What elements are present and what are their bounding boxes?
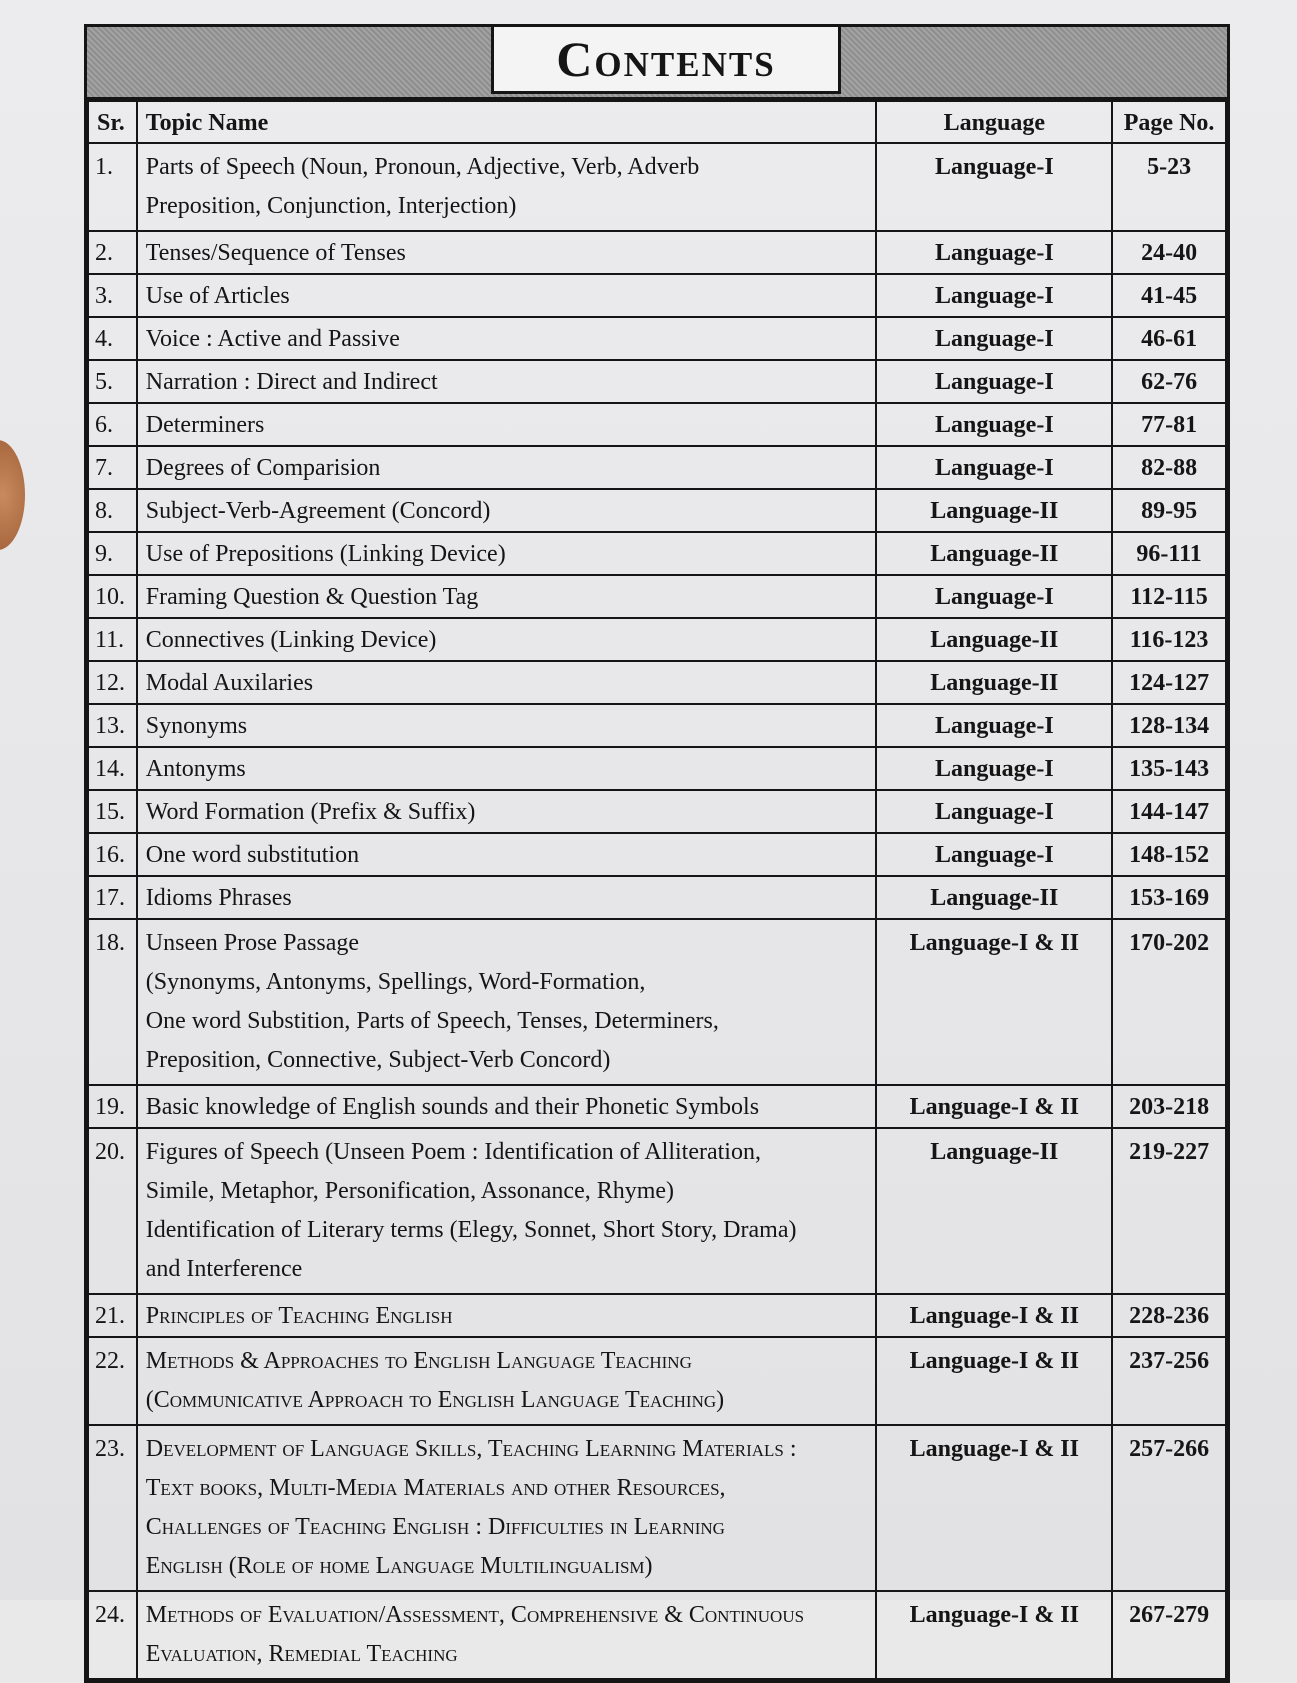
row-language: Language-I bbox=[876, 704, 1112, 747]
row-pages: 257-266 bbox=[1112, 1425, 1226, 1591]
topic-line: Word Formation (Prefix & Suffix) bbox=[145, 799, 476, 825]
row-language: Language-II bbox=[876, 1128, 1112, 1294]
table-row bbox=[88, 532, 1226, 575]
row-topic bbox=[137, 1337, 877, 1425]
row-pages: 135-143 bbox=[1112, 747, 1226, 790]
topic-line: Connectives (Linking Device) bbox=[145, 627, 437, 653]
topic-line: Development of Language Skills, Teaching Learning Materials : bbox=[145, 1436, 797, 1462]
row-language: Language-I & II bbox=[876, 1337, 1112, 1425]
topic-line: Idioms Phrases bbox=[145, 885, 292, 911]
row-topic bbox=[137, 403, 877, 446]
table-row bbox=[88, 1128, 1226, 1294]
row-pages: 124-127 bbox=[1112, 661, 1226, 704]
topic-line: Text books, Multi-Media Materials and other Resources, bbox=[145, 1475, 726, 1501]
topic-line: Antonyms bbox=[145, 756, 246, 782]
row-language: Language-I bbox=[876, 360, 1112, 403]
row-number: 4. bbox=[88, 317, 137, 360]
row-pages: 170-202 bbox=[1112, 919, 1226, 1085]
topic-line: Degrees of Comparision bbox=[145, 455, 381, 481]
topic-line: Voice : Active and Passive bbox=[145, 326, 400, 352]
row-language: Language-I & II bbox=[876, 1294, 1112, 1337]
row-language: Language-II bbox=[876, 618, 1112, 661]
row-language: Language-I bbox=[876, 403, 1112, 446]
contents-table bbox=[87, 100, 1227, 1680]
row-pages: 203-218 bbox=[1112, 1085, 1226, 1128]
row-topic bbox=[137, 704, 877, 747]
row-number: 6. bbox=[88, 403, 137, 446]
row-number: 5. bbox=[88, 360, 137, 403]
row-topic bbox=[137, 1591, 877, 1679]
topic-line: One word Substition, Parts of Speech, Tenses, Determiners, bbox=[145, 1008, 719, 1034]
row-pages: 46-61 bbox=[1112, 317, 1226, 360]
topic-line: Methods of Evaluation/Assessment, Comprehensive & Continuous bbox=[145, 1602, 805, 1628]
topic-line: and Interference bbox=[145, 1256, 303, 1282]
row-pages: 148-152 bbox=[1112, 833, 1226, 876]
topic-line: Tenses/Sequence of Tenses bbox=[145, 240, 406, 266]
row-topic bbox=[137, 360, 877, 403]
row-language: Language-I bbox=[876, 790, 1112, 833]
topic-line: Principles of Teaching English bbox=[145, 1303, 453, 1329]
table-row bbox=[88, 403, 1226, 446]
topic-line: Use of Prepositions (Linking Device) bbox=[145, 541, 506, 567]
table-row bbox=[88, 360, 1226, 403]
topic-line: Preposition, Conjunction, Interjection) bbox=[145, 193, 517, 219]
row-number: 12. bbox=[88, 661, 137, 704]
row-language: Language-I & II bbox=[876, 1425, 1112, 1591]
header-row bbox=[88, 101, 1226, 143]
row-language: Language-II bbox=[876, 489, 1112, 532]
table-row bbox=[88, 1591, 1226, 1679]
topic-line: Framing Question & Question Tag bbox=[145, 584, 479, 610]
topic-line: Synonyms bbox=[145, 713, 248, 739]
table-row bbox=[88, 317, 1226, 360]
row-language: Language-II bbox=[876, 876, 1112, 919]
row-number: 10. bbox=[88, 575, 137, 618]
row-number: 17. bbox=[88, 876, 137, 919]
topic-line: Narration : Direct and Indirect bbox=[145, 369, 438, 395]
row-topic bbox=[137, 143, 877, 231]
topic-line: Modal Auxilaries bbox=[145, 670, 314, 696]
topic-line: (Communicative Approach to English Language Teaching) bbox=[145, 1387, 725, 1413]
header-page: Page No. bbox=[1112, 101, 1226, 143]
row-pages: 89-95 bbox=[1112, 489, 1226, 532]
topic-line: Parts of Speech (Noun, Pronoun, Adjective, Verb, Adverb bbox=[145, 154, 700, 180]
topic-line: Basic knowledge of English sounds and their Phonetic Symbols bbox=[145, 1094, 760, 1120]
row-number: 23. bbox=[88, 1425, 137, 1591]
row-topic bbox=[137, 747, 877, 790]
row-language: Language-I & II bbox=[876, 1085, 1112, 1128]
topic-line: Identification of Literary terms (Elegy, Sonnet, Short Story, Drama) bbox=[145, 1217, 797, 1243]
row-pages: 219-227 bbox=[1112, 1128, 1226, 1294]
row-topic bbox=[137, 489, 877, 532]
row-language: Language-I bbox=[876, 575, 1112, 618]
row-topic bbox=[137, 1085, 877, 1128]
row-number: 9. bbox=[88, 532, 137, 575]
topic-line: Preposition, Connective, Subject-Verb Concord) bbox=[145, 1047, 611, 1073]
row-number: 22. bbox=[88, 1337, 137, 1425]
topic-line: Methods & Approaches to English Language Teaching bbox=[145, 1348, 692, 1374]
table-row bbox=[88, 231, 1226, 274]
topic-line: Unseen Prose Passage bbox=[145, 930, 360, 956]
row-language: Language-II bbox=[876, 532, 1112, 575]
table-row bbox=[88, 489, 1226, 532]
row-number: 15. bbox=[88, 790, 137, 833]
table-row bbox=[88, 446, 1226, 489]
table-row bbox=[88, 833, 1226, 876]
row-topic bbox=[137, 575, 877, 618]
row-topic bbox=[137, 317, 877, 360]
row-language: Language-I bbox=[876, 143, 1112, 231]
header-topic: Topic Name bbox=[137, 101, 877, 143]
row-pages: 128-134 bbox=[1112, 704, 1226, 747]
row-pages: 267-279 bbox=[1112, 1591, 1226, 1679]
row-language: Language-I bbox=[876, 747, 1112, 790]
row-number: 18. bbox=[88, 919, 137, 1085]
header-sr: Sr. bbox=[88, 101, 137, 143]
row-number: 7. bbox=[88, 446, 137, 489]
topic-line: Use of Articles bbox=[145, 283, 290, 309]
row-language: Language-I bbox=[876, 231, 1112, 274]
topic-line: Figures of Speech (Unseen Poem : Identification of Alliteration, bbox=[145, 1139, 761, 1165]
row-pages: 112-115 bbox=[1112, 575, 1226, 618]
topic-line: (Synonyms, Antonyms, Spellings, Word-Formation, bbox=[145, 969, 646, 995]
row-language: Language-I bbox=[876, 446, 1112, 489]
row-language: Language-I & II bbox=[876, 919, 1112, 1085]
table-row bbox=[88, 704, 1226, 747]
row-topic bbox=[137, 1425, 877, 1591]
row-language: Language-I bbox=[876, 317, 1112, 360]
row-number: 19. bbox=[88, 1085, 137, 1128]
title-banner bbox=[87, 27, 1227, 100]
row-number: 8. bbox=[88, 489, 137, 532]
topic-line: English (Role of home Language Multilingualism) bbox=[145, 1553, 653, 1579]
header-language: Language bbox=[876, 101, 1112, 143]
topic-line: One word substitution bbox=[145, 842, 360, 868]
row-language: Language-I & II bbox=[876, 1591, 1112, 1679]
row-pages: 77-81 bbox=[1112, 403, 1226, 446]
row-number: 2. bbox=[88, 231, 137, 274]
row-topic bbox=[137, 876, 877, 919]
topic-line: Subject-Verb-Agreement (Concord) bbox=[145, 498, 491, 524]
row-topic bbox=[137, 833, 877, 876]
row-topic bbox=[137, 532, 877, 575]
row-pages: 153-169 bbox=[1112, 876, 1226, 919]
row-pages: 237-256 bbox=[1112, 1337, 1226, 1425]
topic-line: Simile, Metaphor, Personification, Assonance, Rhyme) bbox=[145, 1178, 675, 1204]
row-pages: 41-45 bbox=[1112, 274, 1226, 317]
contents-frame bbox=[84, 24, 1230, 1683]
row-pages: 144-147 bbox=[1112, 790, 1226, 833]
row-topic bbox=[137, 231, 877, 274]
row-number: 11. bbox=[88, 618, 137, 661]
table-row bbox=[88, 1337, 1226, 1425]
row-topic bbox=[137, 446, 877, 489]
table-row bbox=[88, 919, 1226, 1085]
row-language: Language-I bbox=[876, 274, 1112, 317]
row-pages: 116-123 bbox=[1112, 618, 1226, 661]
table-row bbox=[88, 575, 1226, 618]
table-row bbox=[88, 143, 1226, 231]
row-pages: 228-236 bbox=[1112, 1294, 1226, 1337]
table-row bbox=[88, 274, 1226, 317]
row-number: 13. bbox=[88, 704, 137, 747]
row-number: 20. bbox=[88, 1128, 137, 1294]
row-topic bbox=[137, 1128, 877, 1294]
row-topic bbox=[137, 1294, 877, 1337]
table-row bbox=[88, 876, 1226, 919]
finger-tip bbox=[0, 440, 25, 550]
row-topic bbox=[137, 919, 877, 1085]
table-row bbox=[88, 747, 1226, 790]
row-topic bbox=[137, 661, 877, 704]
row-topic bbox=[137, 790, 877, 833]
row-pages: 82-88 bbox=[1112, 446, 1226, 489]
topic-line: Challenges of Teaching English : Difficulties in Learning bbox=[145, 1514, 725, 1540]
row-number: 16. bbox=[88, 833, 137, 876]
topic-line: Determiners bbox=[145, 412, 265, 438]
row-language: Language-I bbox=[876, 833, 1112, 876]
table-row bbox=[88, 661, 1226, 704]
row-pages: 96-111 bbox=[1112, 532, 1226, 575]
row-topic bbox=[137, 618, 877, 661]
row-pages: 5-23 bbox=[1112, 143, 1226, 231]
table-row bbox=[88, 1425, 1226, 1591]
row-pages: 62-76 bbox=[1112, 360, 1226, 403]
row-topic bbox=[137, 274, 877, 317]
row-language: Language-II bbox=[876, 661, 1112, 704]
contents-rows bbox=[88, 143, 1226, 1679]
row-pages: 24-40 bbox=[1112, 231, 1226, 274]
row-number: 24. bbox=[88, 1591, 137, 1679]
row-number: 21. bbox=[88, 1294, 137, 1337]
row-number: 14. bbox=[88, 747, 137, 790]
row-number: 3. bbox=[88, 274, 137, 317]
table-row bbox=[88, 1085, 1226, 1128]
page-title: Contents bbox=[491, 27, 841, 94]
table-row bbox=[88, 618, 1226, 661]
table-row bbox=[88, 1294, 1226, 1337]
row-number: 1. bbox=[88, 143, 137, 231]
table-row bbox=[88, 790, 1226, 833]
topic-line: Evaluation, Remedial Teaching bbox=[145, 1641, 458, 1667]
